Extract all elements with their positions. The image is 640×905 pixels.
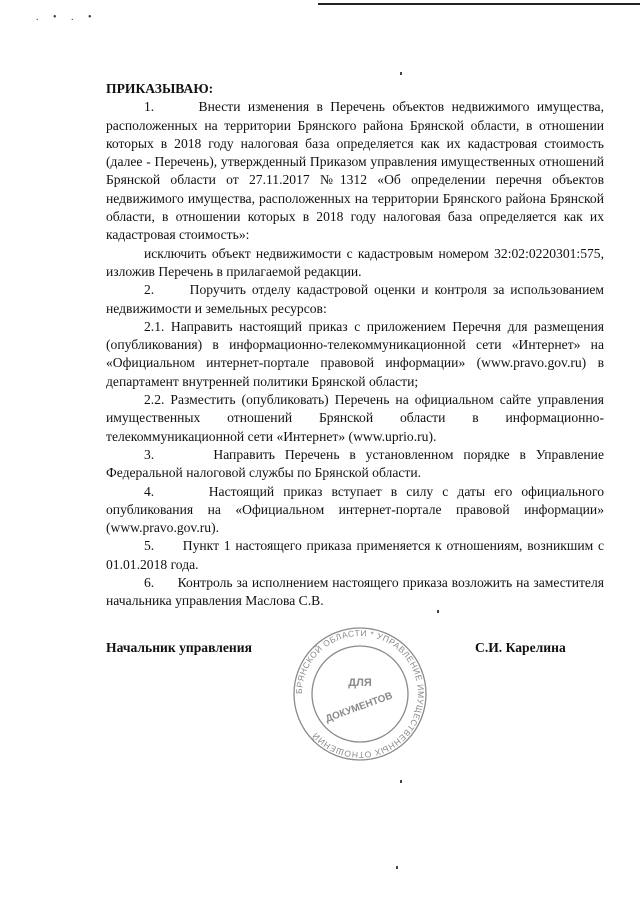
svg-text:БРЯНСКОЙ ОБЛАСТИ * УПРАВЛЕНИЕ [294,628,426,760]
order-heading: ПРИКАЗЫВАЮ: [106,81,214,96]
paragraph-5: 5. Пункт 1 настоящего приказа применяется к отношениям, возникшим с 01.01.2018 года. [106,538,604,572]
stamp-line-2: ДОКУМЕНТОВ [324,690,395,725]
official-stamp [290,624,430,764]
paragraph-2-1: 2.1. Направить настоящий приказ с приложением Перечня для размещения (опубликования) в информационно-телекоммуникационной сети «Интернет» на «Официальном интернет-портале правовой информации» (www.pravo.gov.ru) в департамент внутренней политики Брянской области; [106,318,604,389]
signatory-position: Начальник управления [106,640,252,655]
paragraph-3: 3. Направить Перечень в установленном порядке в Управление Федеральной налоговой службы по Брянской области. [106,446,604,481]
paragraph-1: 1. Внести изменения в Перечень объектов недвижимого имущества, расположенных на территории Брянского района Брянской области, в отношении которых в 2018 году налоговая база определяется как их кадастровая стоимость (далее - Перечень), утвержденный Приказом управления имущественных отношений Брянской области от 27.11.2017 №1312 «Об определении перечня объектов недвижимого имущества, расположенных на территории Брянского района Брянской области, в отношении которых в 2018 году налоговая база определяется как их кадастровая стоимость»: [106,99,604,243]
top-border-line [318,3,640,5]
signatory-name: С.И. Карелина [475,640,566,655]
scan-speck [396,866,398,869]
paragraph-2: 2. Поручить отделу кадастровой оценки и контроля за использованием недвижимости и земельных ресурсов: [106,282,604,316]
scan-speck [437,610,439,613]
stamp-line-1: ДЛЯ [348,677,372,689]
document-body [106,80,604,611]
scan-speck [400,72,402,75]
paragraph-1-exclusion: исключить объект недвижимости с кадастровым номером 32:02:0220301:575, изложив Перечень в прилагаемой редакции. [106,245,604,279]
paragraph-2-2: 2.2. Разместить (опубликовать) Перечень на официальном сайте управления имущественных отношений Брянской области в информационно-телекоммуникационной сети «Интернет» (www.uprio.ru). [106,392,604,444]
paragraph-4: 4. Настоящий приказ вступает в силу с даты его официального опубликования на «Официальном интернет-портале правовой информации» (www.pravo.gov.ru). [106,483,604,536]
scan-specks: . • . • [36,12,98,23]
scan-speck [400,780,402,783]
paragraph-6: 6. Контроль за исполнением настоящего приказа возложить на заместителя начальника управления Маслова С.В. [106,575,604,609]
stamp-outer-text: БРЯНСКОЙ ОБЛАСТИ * УПРАВЛЕНИЕ ИМУЩЕСТВЕННЫХ ОТНОШЕНИЙ [293,627,427,761]
